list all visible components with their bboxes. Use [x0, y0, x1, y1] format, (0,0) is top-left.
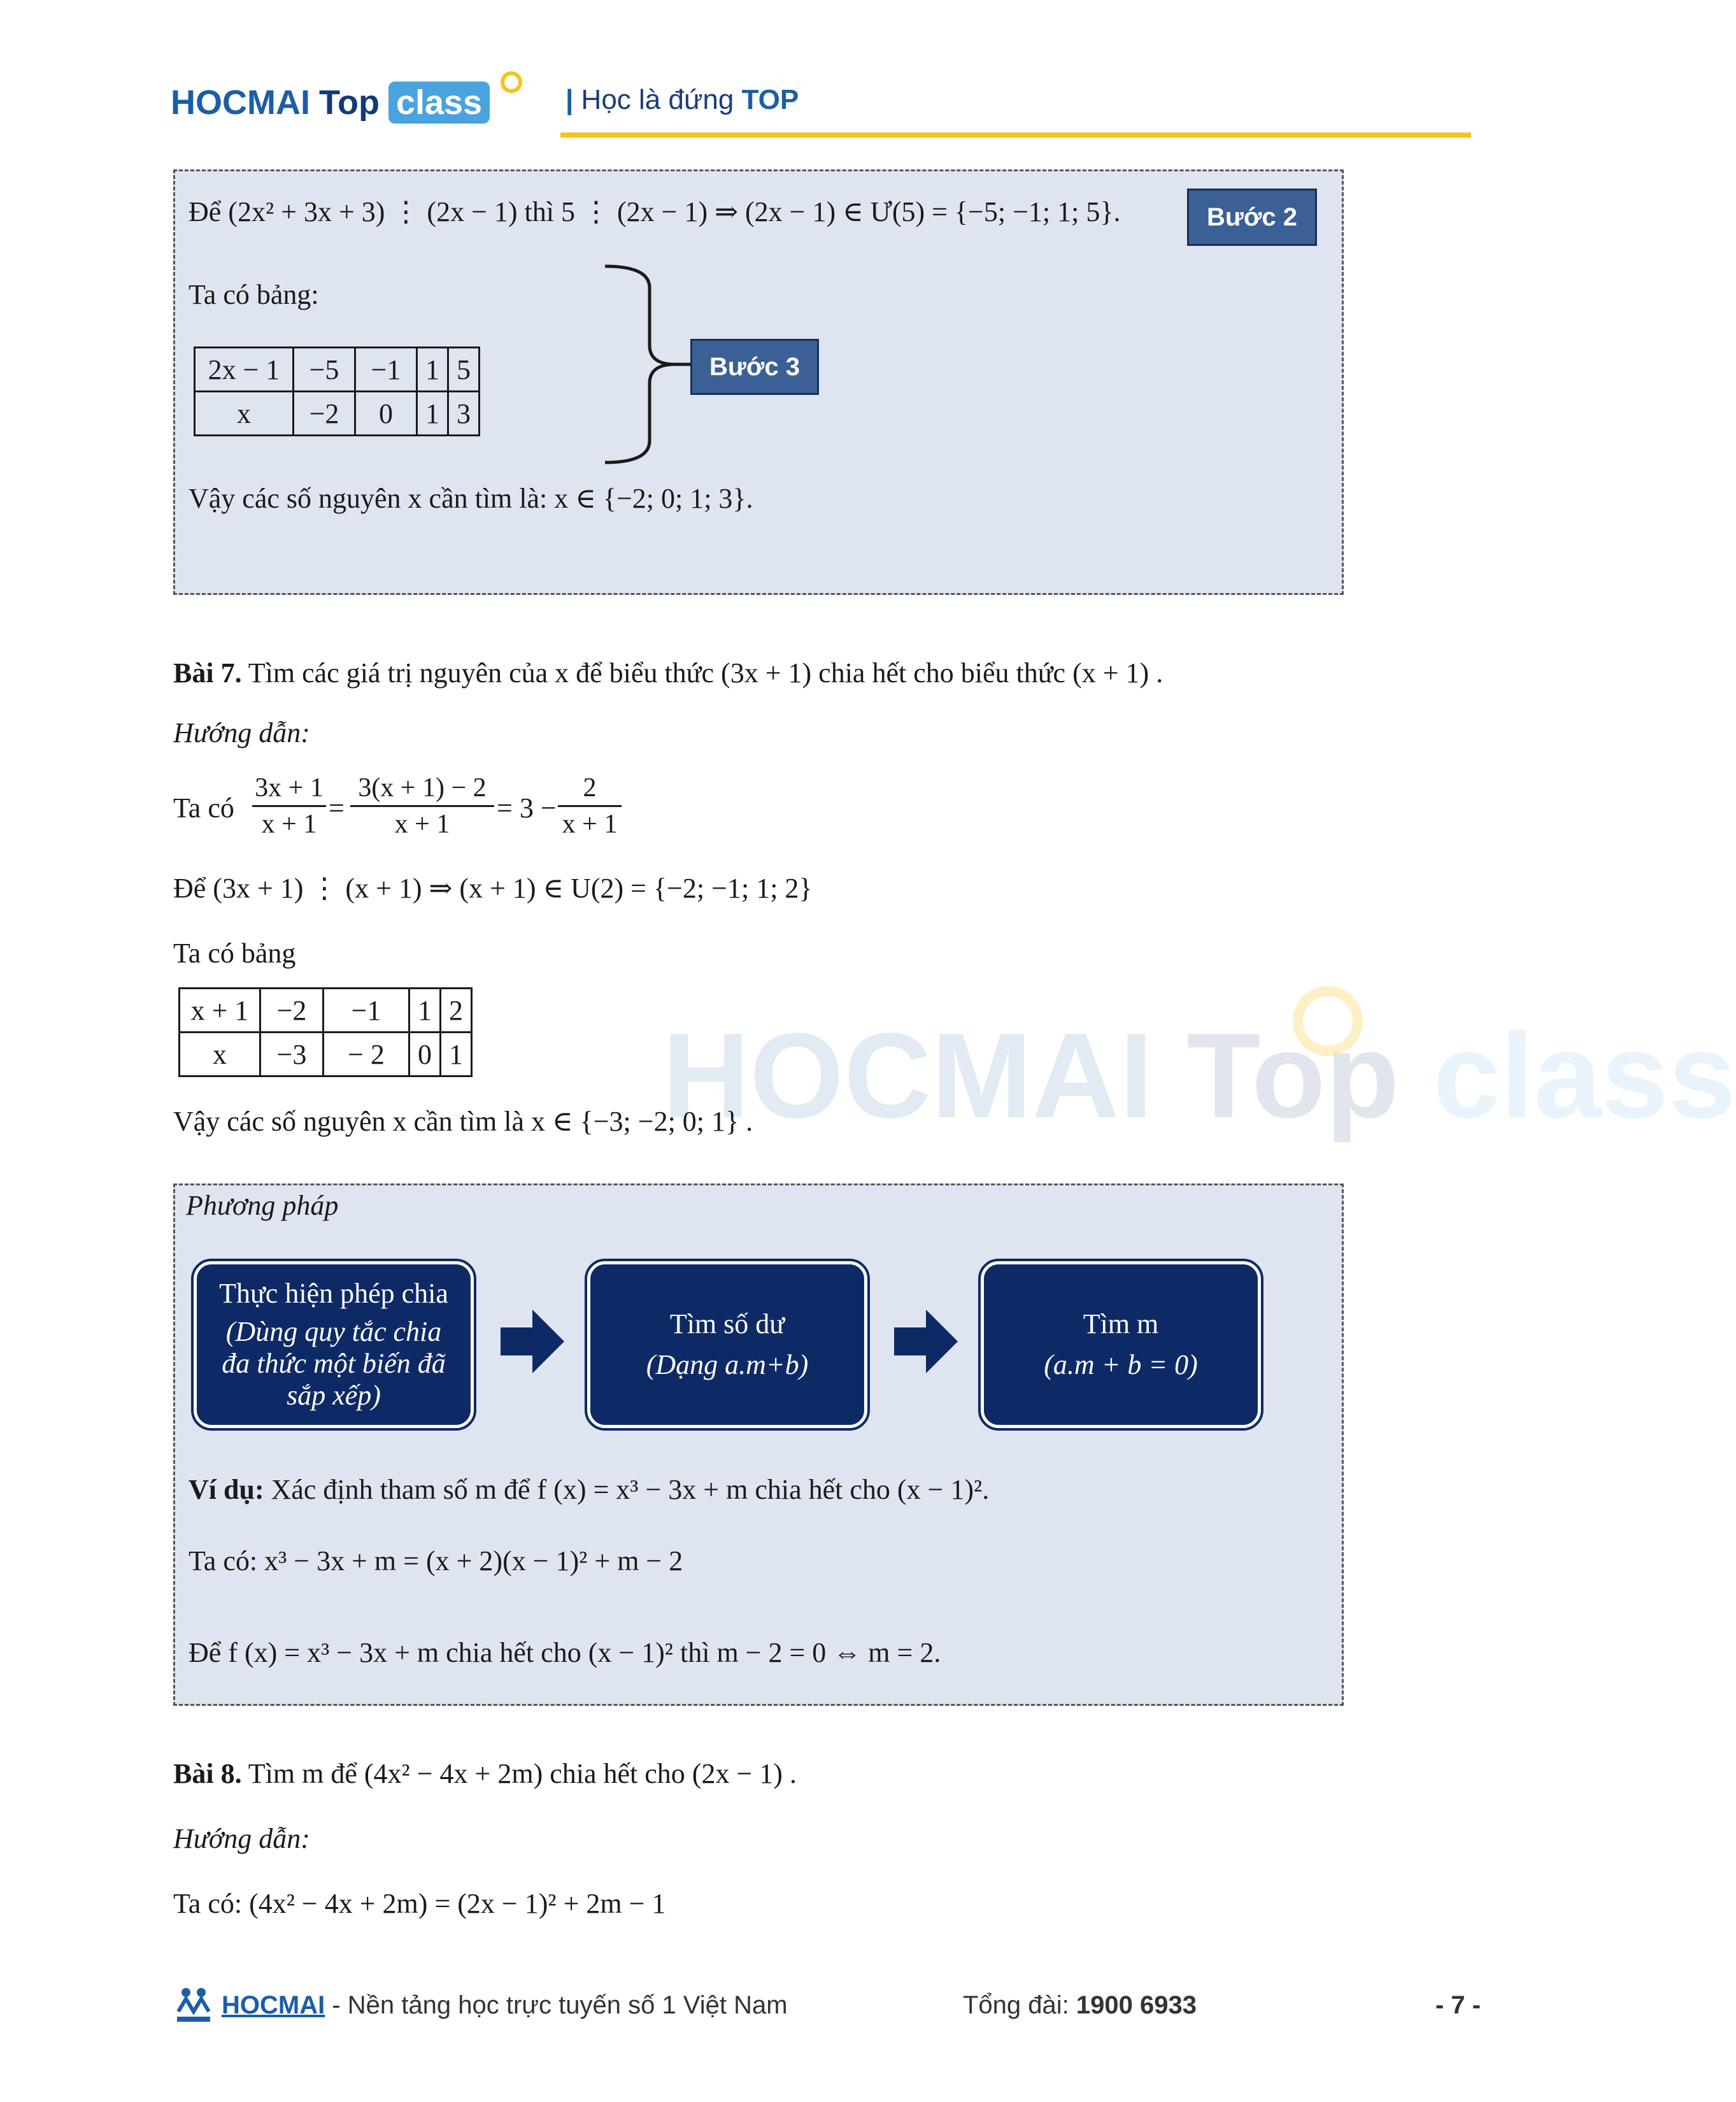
example-label: Ví dụ:: [189, 1474, 264, 1505]
table-cell: − 2: [324, 1033, 409, 1076]
watermark-sun-icon: [1293, 986, 1363, 1056]
table-cell: 5: [448, 348, 480, 392]
flow-step-sub: (Dùng quy tắc chia đa thức một biến đã sắp xếp): [222, 1316, 446, 1411]
box1-value-table: [194, 347, 480, 436]
logo-hocmai-text: HOCMAI: [171, 83, 310, 122]
table-cell: x: [195, 392, 294, 436]
tagline-text: Học là đứng: [581, 84, 734, 115]
hotline-label: Tổng đài:: [963, 1991, 1076, 2019]
table-cell: −5: [294, 348, 355, 392]
page-number: - 7 -: [1435, 1991, 1481, 2019]
flow-step-main: Tìm m: [1083, 1308, 1159, 1340]
footer-hotline: [963, 1991, 1197, 2020]
example-text: Xác định tham số m để f (x) = x³ − 3x + m chia hết cho (x − 1)².: [271, 1474, 990, 1505]
watermark-hocmai: HOCMAI: [662, 1008, 1153, 1143]
table-cell: 1: [417, 348, 448, 392]
footer-left: [222, 1991, 788, 2020]
bai7-value-table: [178, 987, 473, 1077]
table-cell: 3: [448, 392, 480, 436]
watermark-class: class: [1433, 1008, 1736, 1143]
table-row: [195, 348, 480, 392]
logo-top-text: Top: [318, 83, 380, 122]
method-title: Phương pháp: [186, 1190, 339, 1221]
header-divider: [560, 132, 1471, 138]
table-cell: −1: [324, 989, 409, 1033]
table-cell: 2x − 1: [195, 348, 294, 392]
flow-step-sub: (a.m + b = 0): [1044, 1349, 1198, 1380]
table-row: [180, 1033, 472, 1076]
bai7-conclusion: Vậy các số nguyên x cần tìm là x ∈ {−3; −2; 0; 1} .: [173, 1106, 753, 1137]
box1-line1: Để (2x² + 3x + 3) ⋮ (2x − 1) thì 5 ⋮ (2x − 1) ⇒ (2x − 1) ∈ Ư(5) = {−5; −1; 1; 5}.: [189, 196, 1121, 227]
bai7-condition: Để (3x + 1) ⋮ (x + 1) ⇒ (x + 1) ∈ U(2) = {−2; −1; 1; 2}: [173, 873, 813, 904]
arrow-right-icon: [894, 1310, 958, 1373]
fraction-numerator: 2: [583, 773, 597, 803]
table-cell: −2: [260, 989, 324, 1033]
table-cell: −3: [260, 1033, 324, 1076]
arrow-right-icon: [501, 1310, 564, 1373]
step3-badge: Bước 3: [690, 339, 819, 395]
flow-step-sub: (Dạng a.m+b): [646, 1349, 809, 1380]
hotline-number: 1900 6933: [1076, 1991, 1197, 2019]
right-brace-icon: [599, 262, 694, 466]
flow-step-find-m: [981, 1261, 1261, 1428]
header-tagline: [566, 84, 799, 116]
bai7-question-text: Tìm các giá trị nguyên của x để biểu thức (3x + 1) chia hết cho biểu thức (x + 1) .: [248, 657, 1163, 689]
equals-three-minus: = 3 −: [497, 792, 557, 824]
table-cell: 0: [409, 1033, 441, 1076]
hocmai-footer-icon: [173, 1986, 214, 2027]
equals-sign: =: [329, 792, 345, 824]
fraction-2: [350, 771, 494, 841]
table-cell: 1: [409, 989, 441, 1033]
bai8-question: [173, 1757, 797, 1791]
footer-brand-link[interactable]: HOCMAI: [222, 1991, 325, 2019]
bai8-guide: Hướng dẫn:: [173, 1823, 310, 1854]
flow-step-divide: [194, 1261, 474, 1428]
table-cell: 1: [417, 392, 448, 436]
watermark-logo: [662, 1006, 1736, 1145]
fraction-denominator: x + 1: [261, 810, 317, 839]
logo-class-text: class: [388, 82, 490, 124]
fraction-1: [252, 771, 326, 841]
bai7-question: [173, 656, 1163, 690]
fraction-denominator: x + 1: [562, 810, 618, 839]
table-cell: x + 1: [180, 989, 260, 1033]
table-cell: −1: [355, 348, 417, 392]
fraction-3: [558, 771, 622, 841]
method-example: [189, 1473, 989, 1507]
fraction-numerator: 3x + 1: [255, 773, 324, 803]
step2-badge: Bước 2: [1187, 189, 1317, 246]
footer-slogan: - Nền tảng học trực tuyến số 1 Việt Nam: [325, 1991, 788, 2019]
table-cell: 0: [355, 392, 417, 436]
fraction-denominator: x + 1: [394, 810, 450, 839]
box1-table-intro: Ta có bảng:: [189, 279, 319, 310]
tagline-bar: |: [566, 84, 574, 115]
table-row: [180, 989, 472, 1033]
method-de: Để f (x) = x³ − 3x + m chia hết cho (x − 1)² thì m − 2 = 0 ⇔ m = 2.: [189, 1637, 941, 1668]
flow-step-remainder: [587, 1261, 867, 1428]
flow-step-main: Thực hiện phép chia: [219, 1278, 448, 1309]
table-cell: 2: [441, 989, 472, 1033]
box1-conclusion: Vậy các số nguyên x cần tìm là: x ∈ {−2; 0; 1; 3}.: [189, 483, 753, 514]
table-cell: x: [180, 1033, 260, 1076]
method-ta-co: Ta có: x³ − 3x + m = (x + 2)(x − 1)² + m − 2: [189, 1545, 683, 1576]
bai8-label: Bài 8.: [173, 1758, 242, 1789]
bai7-table-intro: Ta có bảng: [173, 938, 296, 969]
logo-sun-icon: [501, 71, 522, 93]
flow-step-main: Tìm số dư: [669, 1308, 785, 1340]
bai7-guide: Hướng dẫn:: [173, 717, 310, 748]
bai8-question-text: Tìm m để (4x² − 4x + 2m) chia hết cho (2x − 1) .: [248, 1758, 797, 1789]
table-cell: −2: [294, 392, 355, 436]
table-cell: 1: [441, 1033, 472, 1076]
bai8-ta-co: Ta có: (4x² − 4x + 2m) = (2x − 1)² + 2m − 1: [173, 1888, 666, 1919]
bai7-ta-co: Ta có: [173, 792, 234, 824]
fraction-numerator: 3(x + 1) − 2: [358, 773, 487, 803]
bai7-label: Bài 7.: [173, 657, 242, 689]
tagline-top: TOP: [741, 84, 799, 115]
table-row: [195, 392, 480, 436]
watermark-top: Top: [1186, 1008, 1400, 1143]
header-logo: [171, 82, 490, 124]
